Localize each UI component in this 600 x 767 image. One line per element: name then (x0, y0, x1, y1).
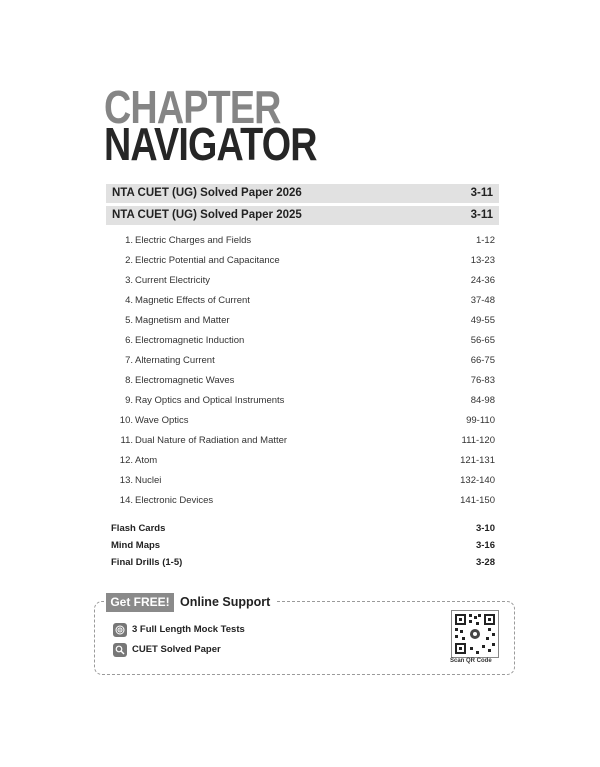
chapter-name: Magnetism and Matter (135, 315, 230, 326)
solved-paper-label: CUET Solved Paper (132, 644, 221, 655)
extra-pages: 3-10 (475, 523, 495, 534)
chapter-name: Electromagnetic Waves (135, 375, 235, 386)
chapter-pages: 1-12 (475, 235, 495, 246)
chapter-name: Electronic Devices (135, 495, 214, 506)
qr-code[interactable] (451, 610, 499, 658)
chapter-number: 11. (120, 435, 133, 446)
chapter-name: Nuclei (135, 475, 162, 486)
chapter-name: Electric Charges and Fields (135, 235, 252, 246)
chapter-number: 6. (125, 335, 133, 346)
solved-paper-label: NTA CUET (UG) Solved Paper 2025 (112, 209, 302, 221)
mind-maps-row[interactable] (106, 538, 499, 555)
flash-cards-row[interactable] (106, 521, 499, 538)
chapter-name: Current Electricity (135, 275, 210, 286)
online-support-heading: Online Support (180, 595, 271, 609)
chapter-name: Electric Potential and Capacitance (135, 255, 280, 266)
search-icon (113, 643, 127, 657)
extra-pages: 3-16 (475, 540, 495, 551)
final-drills-row[interactable] (106, 555, 499, 572)
chapter-number: 1. (125, 235, 133, 246)
chapter-name: Alternating Current (135, 355, 215, 366)
solved-paper-label: NTA CUET (UG) Solved Paper 2026 (112, 187, 302, 199)
chapter-number: 14. (119, 495, 133, 506)
chapter-row[interactable] (106, 272, 499, 292)
chapter-row[interactable] (106, 452, 499, 472)
chapter-pages: 121-131 (460, 455, 495, 466)
chapter-row[interactable] (106, 472, 499, 492)
chapter-row[interactable] (106, 312, 499, 332)
chapter-pages: 56-65 (470, 335, 495, 346)
chapter-pages: 24-36 (470, 275, 495, 286)
chapter-heading: CHAPTER (104, 81, 281, 133)
extra-name: Final Drills (1-5) (111, 557, 183, 568)
chapter-row[interactable] (106, 432, 499, 452)
chapter-row[interactable] (106, 392, 499, 412)
solved-paper-pages: 3-11 (470, 187, 493, 199)
chapter-number: 4. (125, 295, 133, 306)
chapter-number: 12. (119, 455, 133, 466)
solved-paper-2026-row[interactable] (106, 184, 499, 203)
chapter-name: Dual Nature of Radiation and Matter (135, 435, 288, 446)
chapter-list (106, 232, 499, 512)
navigator-heading: NAVIGATOR (104, 118, 317, 170)
chapter-pages: 13-23 (470, 255, 495, 266)
extras-list (106, 521, 499, 572)
qr-caption: Scan QR Code (450, 658, 492, 664)
chapter-name: Ray Optics and Optical Instruments (135, 395, 285, 406)
chapter-row[interactable] (106, 492, 499, 512)
chapter-row[interactable] (106, 252, 499, 272)
chapter-pages: 111-120 (461, 435, 495, 446)
solved-paper-pages: 3-11 (470, 209, 493, 221)
chapter-pages: 37-48 (470, 295, 495, 306)
chapter-pages: 141-150 (460, 495, 495, 506)
chapter-pages: 99-110 (466, 415, 495, 426)
chapter-name: Wave Optics (135, 415, 189, 426)
chapter-number: 7. (125, 355, 133, 366)
get-free-badge: Get FREE! (106, 593, 174, 612)
chapter-pages: 132-140 (460, 475, 495, 486)
chapter-number: 2. (125, 255, 133, 266)
chapter-pages: 76-83 (470, 375, 495, 386)
chapter-pages: 66-75 (470, 355, 495, 366)
chapter-name: Magnetic Effects of Current (135, 295, 250, 306)
chapter-row[interactable] (106, 372, 499, 392)
chapter-row[interactable] (106, 232, 499, 252)
chapter-row[interactable] (106, 292, 499, 312)
chapter-pages: 49-55 (470, 315, 495, 326)
chapter-number: 13. (119, 475, 133, 486)
chapter-number: 10. (119, 415, 133, 426)
solved-paper-2025-row[interactable] (106, 206, 499, 225)
extra-name: Flash Cards (111, 523, 166, 534)
target-icon (113, 623, 127, 637)
chapter-name: Electromagnetic Induction (135, 335, 245, 346)
chapter-pages: 84-98 (470, 395, 495, 406)
chapter-name: Atom (135, 455, 158, 466)
chapter-number: 5. (125, 315, 133, 326)
chapter-row[interactable] (106, 332, 499, 352)
chapter-number: 3. (125, 275, 133, 286)
extra-name: Mind Maps (111, 540, 161, 551)
chapter-number: 9. (125, 395, 133, 406)
chapter-number: 8. (125, 375, 133, 386)
chapter-row[interactable] (106, 352, 499, 372)
chapter-row[interactable] (106, 412, 499, 432)
mock-tests-label: 3 Full Length Mock Tests (132, 624, 245, 635)
extra-pages: 3-28 (475, 557, 495, 568)
